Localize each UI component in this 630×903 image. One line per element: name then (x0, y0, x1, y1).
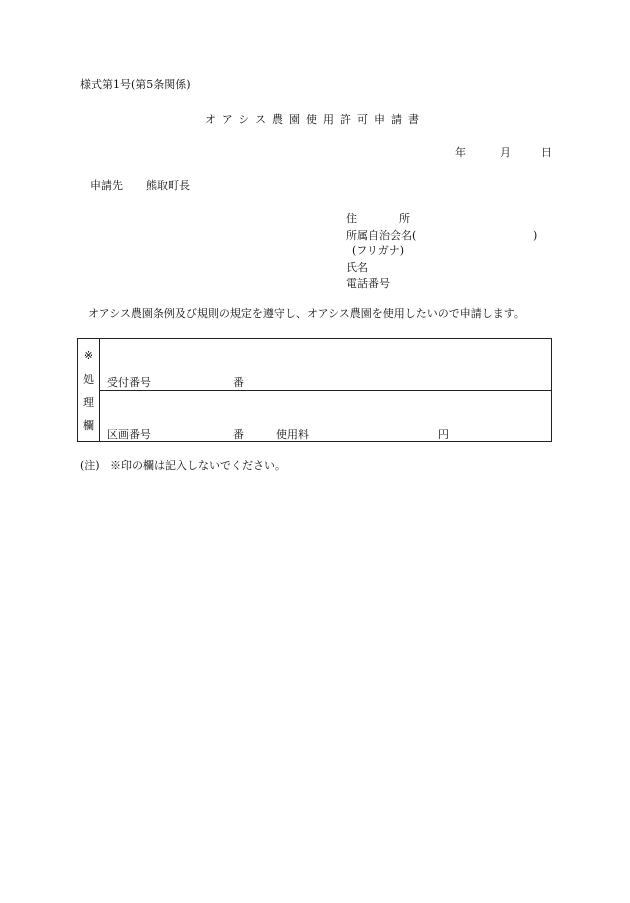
address-label-part1: 住 (346, 212, 357, 225)
processing-side-label (78, 339, 100, 441)
processing-side-char: ※ (83, 349, 94, 362)
association-close-paren: ) (533, 229, 538, 242)
processing-divider (100, 390, 551, 391)
footnote-text: ※印の欄は記入しないでください。 (110, 459, 286, 472)
usage-fee-unit: 円 (438, 428, 449, 441)
document-title: オアシス農園使用許可申請書 (205, 113, 425, 126)
plot-number-unit: 番 (233, 428, 244, 441)
addressee-label: 申請先 (90, 179, 123, 192)
footnote-prefix: (注) (80, 459, 100, 472)
association-label: 所属自治会名( (346, 229, 417, 242)
phone-label: 電話番号 (346, 277, 390, 290)
address-label-part2: 所 (399, 212, 410, 225)
furigana-label: (フリガナ) (352, 244, 405, 257)
name-label: 氏名 (346, 261, 368, 274)
form-number: 様式第1号(第5条関係) (80, 78, 191, 91)
addressee-value: 熊取町長 (146, 179, 190, 192)
processing-side-char: 処 (83, 373, 94, 386)
receipt-number-unit: 番 (233, 376, 244, 389)
processing-box (77, 338, 552, 442)
date-day-label: 日 (541, 146, 552, 159)
application-statement: オアシス農園条例及び規則の規定を遵守し、オアシス農園を使用したいので申請します。 (88, 307, 525, 320)
date-year-label: 年 (455, 146, 466, 159)
processing-side-char: 理 (83, 396, 94, 409)
processing-side-char: 欄 (83, 419, 94, 432)
plot-number-label: 区画番号 (107, 428, 151, 441)
date-month-label: 月 (500, 146, 511, 159)
receipt-number-label: 受付番号 (107, 376, 151, 389)
usage-fee-label: 使用料 (276, 428, 309, 441)
